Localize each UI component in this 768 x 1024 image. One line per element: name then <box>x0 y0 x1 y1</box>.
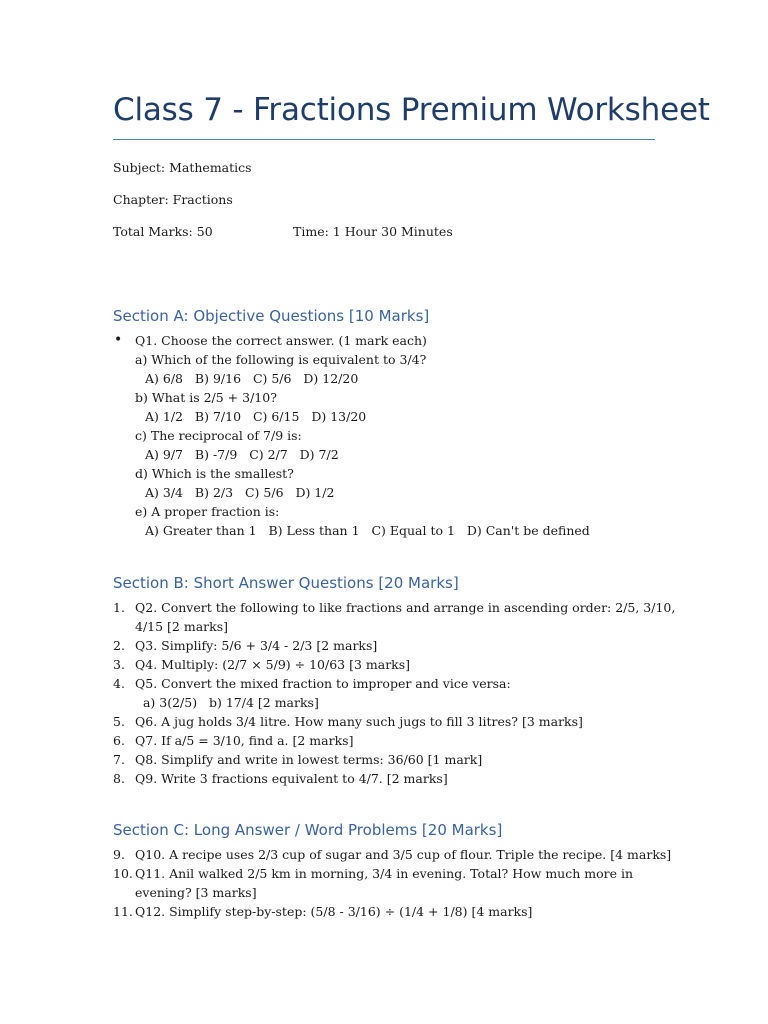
item-number: 1. <box>113 600 125 615</box>
time-allowed: Time: 1 Hour 30 Minutes <box>293 224 453 239</box>
q1a-options: A) 6/8 B) 9/16 C) 5/6 D) 12/20 <box>145 371 359 386</box>
q1-text: Q1. Choose the correct answer. (1 mark each) <box>135 333 427 348</box>
item-text: Q4. Multiply: (2/7 × 5/9) ÷ 10/63 [3 marks] <box>135 657 411 672</box>
chapter-line: Chapter: Fractions <box>113 192 233 207</box>
total-marks: Total Marks: 50 <box>113 224 213 239</box>
item-text: a) 3(2/5) b) 17/4 [2 marks] <box>135 695 319 710</box>
q1c-options: A) 9/7 B) -7/9 C) 2/7 D) 7/2 <box>145 447 339 462</box>
item-text: Q10. A recipe uses 2/3 cup of sugar and 3/5 cup of flour. Triple the recipe. [4 marks] <box>135 847 672 862</box>
item-number: 7. <box>113 752 125 767</box>
item-number: 5. <box>113 714 125 729</box>
q1d-question: d) Which is the smallest? <box>135 466 294 481</box>
title-underline <box>113 139 655 140</box>
item-text: Q3. Simplify: 5/6 + 3/4 - 2/3 [2 marks] <box>135 638 378 653</box>
item-text: Q9. Write 3 fractions equivalent to 4/7. [2 marks] <box>135 771 448 786</box>
page-title: Class 7 - Fractions Premium Worksheet <box>113 92 710 128</box>
q1a-question: a) Which of the following is equivalent to 3/4? <box>135 352 427 367</box>
item-number: 6. <box>113 733 125 748</box>
item-text: Q12. Simplify step-by-step: (5/8 - 3/16) ÷ (1/4 + 1/8) [4 marks] <box>135 904 533 919</box>
item-number: 9. <box>113 847 125 862</box>
q1e-options: A) Greater than 1 B) Less than 1 C) Equal to 1 D) Can't be defined <box>145 523 590 538</box>
section-b-heading: Section B: Short Answer Questions [20 Marks] <box>113 574 459 592</box>
item-text: evening? [3 marks] <box>135 885 257 900</box>
q1b-question: b) What is 2/5 + 3/10? <box>135 390 277 405</box>
q1b-options: A) 1/2 B) 7/10 C) 6/15 D) 13/20 <box>145 409 367 424</box>
q1d-options: A) 3/4 B) 2/3 C) 5/6 D) 1/2 <box>145 485 335 500</box>
item-text: Q6. A jug holds 3/4 litre. How many such jugs to fill 3 litres? [3 marks] <box>135 714 583 729</box>
item-number: 2. <box>113 638 125 653</box>
item-text: Q8. Simplify and write in lowest terms: 36/60 [1 mark] <box>135 752 483 767</box>
section-a-heading: Section A: Objective Questions [10 Marks] <box>113 307 430 325</box>
item-number: 10. <box>113 866 133 881</box>
item-text: Q2. Convert the following to like fractions and arrange in ascending order: 2/5, 3/10, <box>135 600 676 615</box>
q1e-question: e) A proper fraction is: <box>135 504 280 519</box>
q1c-question: c) The reciprocal of 7/9 is: <box>135 428 302 443</box>
subject-line: Subject: Mathematics <box>113 160 252 175</box>
item-text: Q11. Anil walked 2/5 km in morning, 3/4 in evening. Total? How much more in <box>135 866 634 881</box>
item-number: 4. <box>113 676 125 691</box>
item-number: 3. <box>113 657 125 672</box>
section-c-heading: Section C: Long Answer / Word Problems [20 Marks] <box>113 821 503 839</box>
bullet-icon: • <box>114 332 123 348</box>
item-text: Q7. If a/5 = 3/10, find a. [2 marks] <box>135 733 354 748</box>
item-number: 11. <box>113 904 133 919</box>
item-number: 8. <box>113 771 125 786</box>
item-text: 4/15 [2 marks] <box>135 619 228 634</box>
item-text: Q5. Convert the mixed fraction to improper and vice versa: <box>135 676 511 691</box>
